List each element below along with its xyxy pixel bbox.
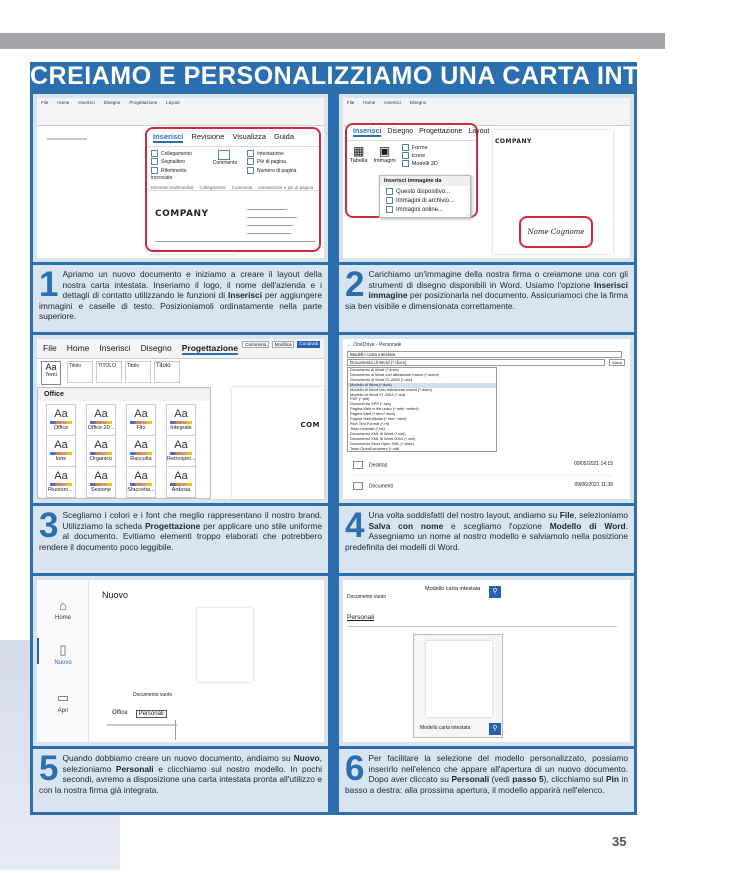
color-swatch: [90, 421, 112, 424]
3d-model-icon: [402, 160, 409, 167]
filetype-option[interactable]: Documento di Word (*.docx): [350, 367, 399, 372]
filetype-select[interactable]: Documento di Word (*.docx): [347, 359, 605, 366]
article-frame: [30, 62, 736, 815]
ribbon: [343, 98, 630, 126]
divider: [347, 626, 617, 627]
online-icon: [386, 206, 393, 213]
color-swatch: [50, 421, 72, 424]
link-icon: [151, 150, 158, 157]
theme-label: Organico: [89, 456, 113, 462]
company-logo-text: COMPANY: [495, 138, 532, 145]
shapes-button[interactable]: Forme: [402, 144, 438, 152]
filetype-option[interactable]: PDF (*.pdf): [350, 396, 370, 402]
theme-tile[interactable]: [46, 435, 76, 467]
signature-text: Nome Cognome: [527, 228, 585, 236]
zoom-tab-review[interactable]: Revisione: [191, 132, 225, 141]
blank-document-label: Documento vuoto: [347, 594, 387, 600]
backstage-nav: [37, 580, 89, 742]
color-swatch: [50, 452, 72, 455]
contact-line: [247, 217, 297, 218]
document-page: [232, 387, 324, 499]
pictures-button[interactable]: ▣ Immagini: [373, 144, 396, 164]
filetype-dropdown: [347, 367, 497, 452]
style-set[interactable]: Titolo: [125, 361, 151, 383]
screenshot-2: [339, 94, 634, 262]
style-set[interactable]: Titolo: [67, 361, 93, 383]
tab-file[interactable]: File: [347, 100, 355, 105]
table-button[interactable]: ▦ Tabella: [350, 144, 368, 164]
zoom-tab-view[interactable]: Visualizza: [232, 132, 267, 141]
tab-insert[interactable]: Inserisci: [384, 100, 401, 105]
footer-icon: [247, 158, 254, 165]
icons-icon: [402, 152, 409, 159]
step-number: 4: [345, 506, 365, 545]
color-swatch: [170, 421, 192, 424]
filetype-option[interactable]: Modello di Word con attivazione macro (*.dotm): [350, 386, 432, 392]
theme-preview-icon: Aa: [94, 408, 108, 420]
theme-preview-icon: Aa: [54, 408, 68, 420]
themes-dropdown: [37, 387, 211, 499]
filetype-option[interactable]: Documento di Word 97-2003 (*.doc): [350, 376, 413, 382]
zoom-tab-layout[interactable]: Layout: [468, 128, 490, 135]
page-title: CREIAMO E PERSONALIZZIAMO UNA CARTA INTESTATA: [30, 62, 736, 90]
tab-file[interactable]: File: [41, 100, 49, 105]
stock-icon: [386, 197, 393, 204]
color-swatch: [50, 483, 72, 486]
zoom-tab-insert[interactable]: Inserisci: [353, 128, 382, 135]
top-right-buttons: [242, 341, 320, 348]
divider: [175, 720, 176, 740]
insert-picture-menu: [379, 175, 471, 218]
menu-items: [380, 186, 470, 217]
tab-file[interactable]: File: [43, 343, 57, 353]
comment-icon: [218, 150, 230, 160]
template-thumbnail: [426, 641, 492, 717]
new-document-icon: ▯: [59, 642, 67, 657]
themes-icon: Aa: [45, 362, 57, 372]
theme-preview-icon: Aa: [134, 470, 148, 482]
folder-icon: [353, 482, 363, 490]
pin-icon[interactable]: ⚲: [489, 586, 501, 598]
screenshot-5: [33, 576, 328, 746]
new-heading: Nuovo: [102, 590, 129, 600]
share-button[interactable]: Condividi: [299, 341, 318, 346]
bookmark-command[interactable]: Segnalibro: [151, 158, 203, 166]
color-swatch: [90, 483, 112, 486]
step-3-caption: 3 Scegliamo i colori e i font che meglio rappresentano il nostro brand. Utilizziamo la scheda Progettazione per applicare uno stile uniforme al documento. Evitiamo elementi troppo elaborati che potrebbero rendere il documento poco leggibile.: [33, 506, 328, 573]
home-icon: ⌂: [59, 598, 67, 613]
filetype-option[interactable]: Modello di Word (*.dotx): [348, 383, 496, 388]
comments-button[interactable]: Commenti: [242, 341, 269, 348]
color-swatch: [170, 452, 192, 455]
zoom-tab-insert[interactable]: Inserisci: [153, 132, 184, 141]
header-divider: [155, 241, 315, 242]
style-set-gallery: [67, 361, 180, 383]
theme-tile[interactable]: [46, 404, 76, 436]
tab-insert[interactable]: Inserisci: [78, 100, 95, 105]
folder-open-icon: ▭: [56, 690, 70, 705]
menu-item-online-pictures[interactable]: Immagini online...: [386, 206, 464, 215]
ribbon-tabs: [37, 98, 324, 107]
zoom-tab-help[interactable]: Guida: [274, 132, 295, 141]
divider: [107, 724, 177, 726]
cross-ref-icon: [151, 167, 158, 174]
theme-preview-icon: Aa: [94, 470, 108, 482]
theme-preview-icon: Aa: [174, 408, 188, 420]
nav-active-indicator: [37, 638, 39, 664]
theme-label: Integrale: [170, 425, 192, 431]
device-icon: [386, 188, 393, 195]
step-4-caption: 4 Una volta soddisfatti del nostro layout, andiamo su File, selezioniamo Salva con nome e scegliamo l'opzione Modello di Word. Assegniamo un nome al nostro modello e salviamolo nella posizione predefinita dei modelli di Word.: [339, 506, 634, 573]
theme-preview-icon: Aa: [54, 439, 68, 451]
link-command[interactable]: Collegamento: [151, 150, 203, 158]
filetype-option[interactable]: Testo OpenDocument (*.odt): [350, 445, 400, 451]
file-list: [353, 455, 613, 496]
bookmark-icon: [151, 158, 158, 165]
save-button[interactable]: Salva: [609, 359, 625, 366]
step-number: 3: [39, 506, 59, 545]
template-card-label: Modello carta intestata: [420, 725, 471, 731]
pin-icon[interactable]: ⚲: [489, 723, 501, 735]
theme-label: Ione: [55, 456, 67, 462]
step-1-caption: 1 Apriamo un nuovo documento e iniziamo a creare il layout della nostra carta intestata. Inseriamo il logo, il nome dell'azienda e i dettagli di contatto utilizzando le funzioni di Inserisci per aggiungere immagini e caselle di testo. Posizioniamoli ordinatamente nella parte superiore.: [33, 265, 328, 332]
theme-tile[interactable]: [126, 435, 156, 467]
theme-label: Raccolta: [130, 456, 152, 462]
page-number-icon: [247, 167, 254, 174]
contact-line: [247, 225, 293, 226]
theme-tile[interactable]: [126, 404, 156, 436]
filetype-option[interactable]: Pagina Web in file unico (*.mht;*.mhtml): [350, 406, 419, 412]
filetype-option[interactable]: Testo normale (*.txt): [350, 425, 385, 431]
theme-preview-icon: Aa: [174, 470, 188, 482]
group-labels: Elementi multimediali Collegamenti Commenti Intestazione e piè di pagina: [147, 185, 319, 191]
screenshot-4: [339, 335, 634, 503]
theme-label: Sfaccetta...: [127, 487, 155, 493]
tab-design[interactable]: Progettazione: [129, 100, 158, 105]
word-design-window: [37, 339, 324, 499]
filetype-option[interactable]: Pagina Web (*.htm;*.html): [350, 411, 395, 417]
location-path: ← OneDrive - Personale: [347, 342, 402, 348]
template-tabs: [112, 710, 167, 718]
theme-preview-icon: Aa: [174, 439, 188, 451]
screenshot-6: [339, 576, 634, 746]
color-swatch: [90, 452, 112, 455]
zoom-tab-design[interactable]: Progettazione: [419, 128, 463, 135]
new-document-window: [37, 580, 324, 742]
step-number: 6: [345, 749, 365, 788]
zoom-tab-draw[interactable]: Disegno: [387, 128, 414, 135]
tab-draw[interactable]: Disegno: [409, 100, 427, 105]
menu-item-this-device[interactable]: Questo dispositivo...: [386, 188, 464, 197]
filetype-option[interactable]: Rich Text Format (*.rtf): [350, 420, 390, 426]
zoom-tabs: [347, 125, 490, 141]
step-number: 5: [39, 749, 59, 788]
theme-tile[interactable]: [86, 435, 116, 467]
tab-personal[interactable]: Personali: [136, 710, 167, 718]
top-band: [0, 33, 665, 49]
template-card[interactable]: [413, 634, 503, 738]
color-swatch: [130, 483, 152, 486]
theme-tile[interactable]: [126, 466, 156, 498]
theme-label: Filo: [136, 425, 146, 431]
file-row[interactable]: Documenti 09/06/2021 11:38: [353, 476, 613, 496]
screenshot-1: [33, 94, 328, 262]
step-5-caption: 5 Quando dobbiamo creare un nuovo documento, andiamo su Nuovo, selezioniamo Personali e clicchiamo sul nostro modello. In pochi secondi, avremo a disposizione una carta intestata pronta all'utilizzo e con la nostra firma già integrata.: [33, 749, 328, 812]
menu-item-stock-images[interactable]: Immagini di archivio...: [386, 197, 464, 206]
ribbon-tabs: [343, 98, 630, 107]
style-set[interactable]: Titolo: [154, 361, 180, 383]
theme-tile[interactable]: [86, 466, 116, 498]
nav-home[interactable]: ⌂ Home: [37, 598, 89, 621]
step-2-caption: 2 Carichiamo un'immagine della nostra firma o creiamone una con gli strumenti di disegno disponibili in Word. Usiamo l'opzione Inserisci immagine per posizionarla nel documento. Assicuriamoci che la firma sia ben visibile e dimensionata correttamente.: [339, 265, 634, 332]
icons-button[interactable]: Icone: [402, 152, 438, 160]
tab-office[interactable]: Office: [112, 710, 128, 716]
tab-home[interactable]: Home: [363, 100, 376, 105]
comment-command[interactable]: Commento: [207, 150, 243, 182]
color-swatch: [170, 483, 192, 486]
color-swatch: [130, 421, 152, 424]
filetype-option[interactable]: Documento di Word con attivazione macro (*.docm): [350, 371, 440, 377]
tab-insert[interactable]: Inserisci: [99, 343, 131, 353]
theme-label: Riunioni ...: [48, 487, 74, 493]
word-insert-window: [37, 98, 324, 258]
filename-input[interactable]: Modello carta intestata: [347, 351, 622, 358]
3d-models-button[interactable]: Modelli 3D: [402, 160, 438, 168]
theme-preview-icon: Aa: [134, 439, 148, 451]
filetype-option[interactable]: Pagina Web filtrata (*.htm;*.html): [350, 416, 407, 422]
nav-open[interactable]: ▭ Apri: [37, 690, 89, 714]
nav-new[interactable]: ▯ Nuovo: [37, 642, 89, 666]
cross-ref-command[interactable]: Riferimento incrociato: [151, 167, 187, 181]
filetype-option[interactable]: Documento XML di Word 2003 (*.xml): [350, 435, 416, 441]
tab-design[interactable]: Progettazione: [181, 343, 238, 353]
tab-home[interactable]: Home: [66, 343, 90, 353]
screenshot-3: [33, 335, 328, 503]
theme-label: Office 20...: [87, 425, 115, 431]
company-logo-text: COMPANY: [155, 209, 209, 219]
style-set[interactable]: TITOLO: [96, 361, 122, 383]
header-command[interactable]: Intestazione: [247, 150, 305, 158]
contact-line: [247, 233, 291, 234]
edit-button[interactable]: Modifica: [272, 341, 295, 348]
tab-draw[interactable]: Disegno: [140, 343, 172, 353]
step-6-caption: 6 Per facilitare la selezione del modello personalizzato, possiamo inserirlo nell'elenco che appare all'apertura di un nuovo documento. Dopo aver cliccato su Personali (vedi passo 5), clicchiamo sul Pin in basso a destra: alla prossima apertura, il modello apparirà nell'elenco.: [339, 749, 634, 812]
header-icon: [247, 150, 254, 157]
theme-label: Ardesia: [171, 487, 191, 493]
tab-home[interactable]: Home: [57, 100, 70, 105]
zoom-tabs: [147, 129, 319, 147]
placeholder-bar: [47, 138, 87, 140]
tab-layout[interactable]: Layout: [166, 100, 180, 105]
personal-tab[interactable]: Personali: [347, 614, 375, 621]
theme-tile[interactable]: [86, 404, 116, 436]
header-footer-group: [247, 150, 305, 182]
theme-label: Sezione: [91, 487, 111, 493]
theme-preview-icon: Aa: [94, 439, 108, 451]
menu-title: Inserisci immagine da: [380, 176, 470, 186]
personal-templates-window: [343, 580, 630, 742]
page-number: 35: [612, 834, 627, 849]
theme-tile[interactable]: [166, 466, 196, 498]
pinned-template-label: Modello carta intestata: [425, 586, 481, 592]
footer-command[interactable]: Piè di pagina: [247, 158, 305, 166]
picture-menu-zoom: [345, 123, 490, 218]
filetype-option[interactable]: Modello di Word 97-2003 (*.dot): [350, 391, 406, 397]
filetype-option[interactable]: Documento XPS (*.xps): [350, 401, 392, 407]
filetype-option[interactable]: Documento XML di Word (*.xml): [350, 430, 406, 436]
folder-icon: [353, 461, 363, 469]
save-as-window: [343, 339, 630, 499]
table-icon: ▦: [353, 144, 365, 158]
tab-draw[interactable]: Disegno: [103, 100, 121, 105]
contact-line: [247, 209, 287, 210]
theme-preview-icon: Aa: [134, 408, 148, 420]
color-swatch: [130, 452, 152, 455]
file-row[interactable]: Desktop 09/05/2021 14:15: [353, 455, 613, 476]
theme-tile[interactable]: [166, 404, 196, 436]
zoom-commands: [147, 147, 319, 185]
insert-ribbon-zoom: [145, 127, 321, 252]
themes-button[interactable]: Aa Temi: [41, 361, 61, 385]
themes-section-title: Office: [38, 388, 210, 401]
ribbon: [37, 98, 324, 126]
step-number: 1: [39, 265, 59, 304]
link-group: [151, 150, 203, 182]
picture-icon: ▣: [378, 144, 391, 158]
zoom-commands: [347, 141, 476, 171]
shapes-icon: [402, 144, 409, 151]
theme-tile[interactable]: [46, 466, 76, 498]
company-logo-text: COM: [300, 421, 320, 429]
signature-zoom: [519, 216, 593, 248]
theme-preview-icon: Aa: [54, 470, 68, 482]
theme-tile[interactable]: [166, 435, 196, 467]
filetype-option[interactable]: Documento Strict Open XML (*.docx): [350, 440, 414, 446]
theme-label: Retrospet...: [167, 456, 196, 462]
blank-document-label: Documento vuoto: [133, 692, 173, 698]
step-number: 2: [345, 265, 365, 304]
word-picture-window: [343, 98, 630, 258]
theme-label: Office: [53, 425, 69, 431]
page-number-command[interactable]: Numero di pagina: [247, 167, 305, 175]
